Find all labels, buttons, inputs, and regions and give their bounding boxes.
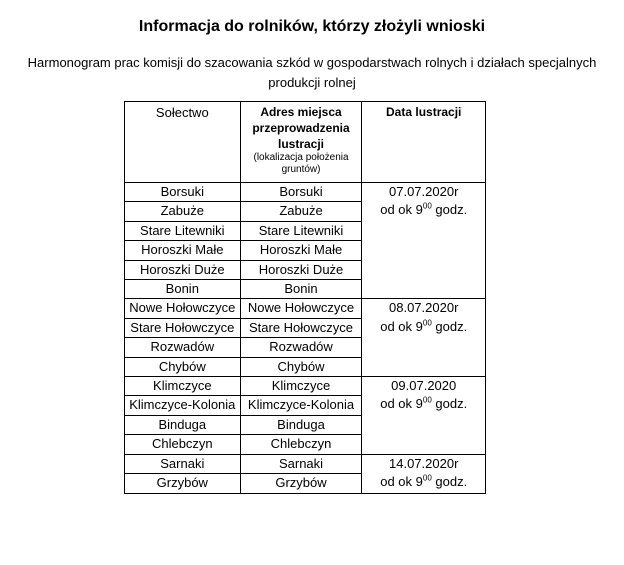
- cell-adres: Stare Litewniki: [240, 221, 362, 240]
- table-body: [125, 183, 486, 494]
- time-prefix: od ok 9: [380, 396, 423, 412]
- cell-solectwo: Chybów: [125, 357, 241, 376]
- cell-date: [362, 377, 486, 455]
- cell-solectwo: Stare Hołowczyce: [125, 318, 241, 337]
- cell-solectwo: Horoszki Małe: [125, 241, 241, 260]
- cell-adres: Klimczyce-Kolonia: [240, 396, 362, 415]
- cell-adres: Chybów: [240, 357, 362, 376]
- cell-solectwo: Borsuki: [125, 183, 241, 202]
- cell-adres: Binduga: [240, 415, 362, 434]
- cell-solectwo: Sarnaki: [125, 454, 241, 473]
- cell-adres: Horoszki Duże: [240, 260, 362, 279]
- cell-solectwo: Horoszki Duże: [125, 260, 241, 279]
- time-suffix: godz.: [431, 474, 468, 490]
- inspection-time: [380, 396, 467, 411]
- table-row: [125, 377, 486, 396]
- cell-solectwo: Rozwadów: [125, 338, 241, 357]
- schedule-table: [124, 101, 486, 494]
- cell-solectwo: Grzybów: [125, 474, 241, 493]
- inspection-date: 14.07.2020r: [389, 455, 459, 471]
- cell-solectwo: Bonin: [125, 280, 241, 299]
- column-header-solectwo: [125, 102, 241, 183]
- time-suffix: godz.: [431, 396, 468, 412]
- column-label-solectwo: Sołectwo: [155, 105, 209, 120]
- cell-adres: Bonin: [240, 280, 362, 299]
- time-prefix: od ok 9: [380, 202, 423, 218]
- cell-date: [362, 299, 486, 377]
- cell-date: [362, 454, 486, 493]
- page-title: Informacja do rolników, którzy złożyli wnioski: [138, 18, 486, 35]
- cell-adres: Stare Hołowczyce: [240, 318, 362, 337]
- table-row: [125, 454, 486, 473]
- inspection-date: 07.07.2020r: [389, 184, 459, 199]
- time-prefix: od ok 9: [380, 318, 423, 334]
- cell-adres: Klimczyce: [240, 377, 362, 396]
- cell-solectwo: Klimczyce-Kolonia: [125, 396, 241, 415]
- cell-adres: Grzybów: [240, 474, 362, 493]
- cell-adres: Nowe Hołowczyce: [240, 299, 362, 318]
- cell-solectwo: Stare Litewniki: [125, 221, 241, 240]
- time-prefix: od ok 9: [380, 474, 423, 490]
- time-superscript: 00: [422, 396, 432, 406]
- cell-adres: Sarnaki: [240, 454, 362, 473]
- inspection-time: [380, 474, 467, 489]
- cell-adres: Horoszki Małe: [240, 241, 362, 260]
- table-row: [125, 299, 486, 318]
- time-superscript: 00: [422, 318, 432, 328]
- cell-adres: Borsuki: [240, 183, 362, 202]
- cell-adres: Rozwadów: [240, 338, 362, 357]
- inspection-date: 08.07.2020r: [389, 300, 459, 316]
- time-suffix: godz.: [431, 318, 468, 334]
- column-header-data: [362, 102, 486, 183]
- time-superscript: 00: [422, 202, 432, 212]
- column-note-adres: (lokalizacja położenia gruntów): [253, 152, 349, 175]
- inspection-time: [380, 319, 467, 334]
- inspection-date: 09.07.2020: [391, 378, 457, 394]
- time-suffix: godz.: [431, 202, 468, 218]
- cell-adres: Chlebczyn: [240, 435, 362, 454]
- cell-solectwo: Zabuże: [125, 202, 241, 221]
- column-header-adres: [240, 102, 362, 183]
- table-row: [125, 183, 486, 202]
- header-row: [125, 102, 486, 183]
- column-label-data: Data lustracji: [386, 105, 462, 119]
- cell-solectwo: Klimczyce: [125, 377, 241, 396]
- cell-solectwo: Nowe Hołowczyce: [125, 299, 241, 318]
- page-subtitle: Harmonogram prac komisji do szacowania szkód w gospodarstwach rolnych i działach specjalnych produkcji rolnej: [27, 55, 597, 90]
- time-superscript: 00: [422, 473, 432, 483]
- cell-date: [362, 183, 486, 299]
- cell-adres: Zabuże: [240, 202, 362, 221]
- table-header: [125, 102, 486, 183]
- column-label-adres: Adres miejsca przeprowadzenia lustracji: [252, 105, 350, 151]
- inspection-time: [380, 202, 467, 217]
- cell-solectwo: Binduga: [125, 415, 241, 434]
- cell-solectwo: Chlebczyn: [125, 435, 241, 454]
